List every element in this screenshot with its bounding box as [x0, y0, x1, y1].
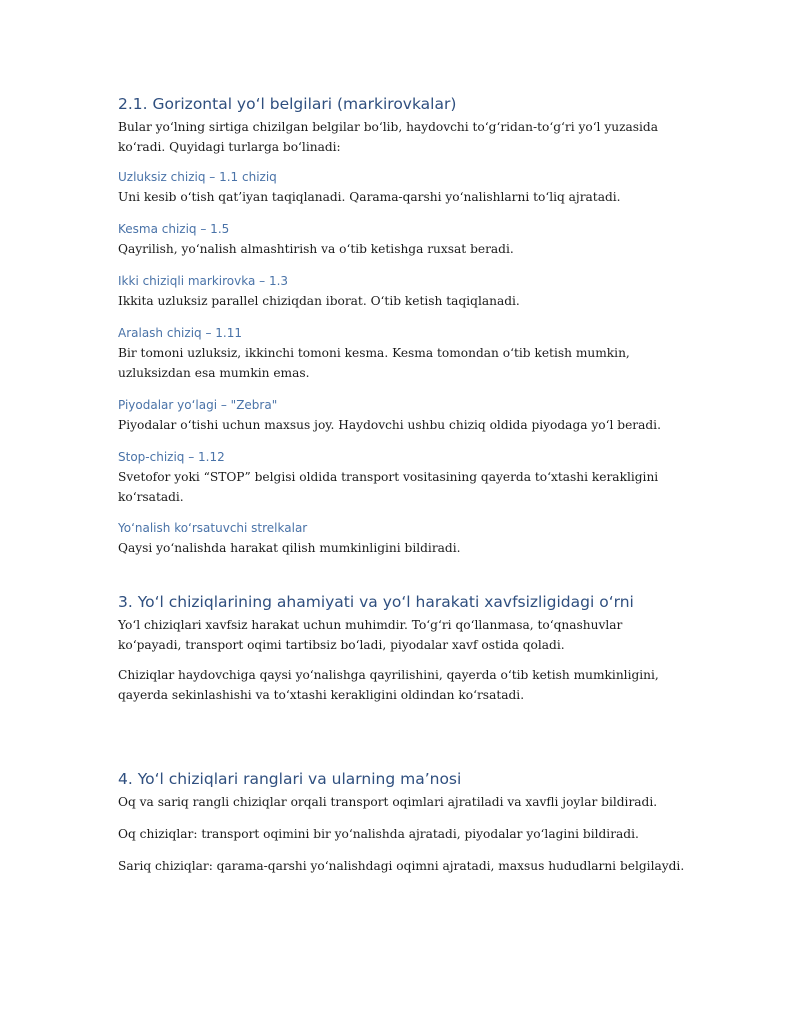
- item-heading: Uzluksiz chiziq – 1.1 chiziq: [118, 170, 277, 184]
- item-text: Qaysi yo‘nalishda harakat qilish mumkinligini bildiradi.: [118, 541, 461, 555]
- section-3-paragraph: Chiziqlar haydovchiga qaysi yo‘nalishga qayrilishini, qayerda o‘tib ketish mumkinligini, qayerda sekinlashishi va to‘xtashi kerakligini oldindan ko‘rsatadi.: [118, 668, 659, 702]
- section-3-heading: 3. Yo‘l chiziqlarining ahamiyati va yo‘l harakati xavfsizligidagi o‘rni: [118, 593, 634, 611]
- item-text: Piyodalar o‘tishi uchun maxsus joy. Haydovchi ushbu chiziq oldida piyodaga yo‘l beradi.: [118, 418, 661, 432]
- section-2-1-intro: Bular yo‘lning sirtiga chizilgan belgilar bo‘lib, haydovchi to‘g‘ridan-to‘g‘ri yo‘l yuzasida ko‘radi. Quyidagi turlarga bo‘linadi:: [118, 120, 658, 154]
- section-2-1-heading: 2.1. Gorizontal yo‘l belgilari (markirovkalar): [118, 95, 457, 113]
- item-text: Uni kesib o‘tish qat’iyan taqiqlanadi. Qarama-qarshi yo‘nalishlarni to‘liq ajratadi.: [118, 190, 621, 204]
- item-heading: Piyodalar yo‘lagi – "Zebra": [118, 398, 278, 412]
- section-4-paragraph: Oq va sariq rangli chiziqlar orqali transport oqimlari ajratiladi va xavfli joylar bildiradi.: [118, 795, 658, 809]
- item-heading: Yo‘nalish ko‘rsatuvchi strelkalar: [118, 521, 308, 535]
- item-text: Bir tomoni uzluksiz, ikkinchi tomoni kesma. Kesma tomondan o‘tib ketish mumkin, uzluksizdan esa mumkin emas.: [118, 346, 630, 380]
- section-4-heading: 4. Yo‘l chiziqlari ranglari va ularning ma’nosi: [118, 770, 462, 788]
- item-text: Qayrilish, yo‘nalish almashtirish va o‘tib ketishga ruxsat beradi.: [118, 242, 514, 256]
- item-text: Ikkita uzluksiz parallel chiziqdan iborat. O‘tib ketish taqiqlanadi.: [118, 294, 520, 308]
- section-4-paragraph: Oq chiziqlar: transport oqimini bir yo‘nalishda ajratadi, piyodalar yo‘lagini bildiradi.: [118, 827, 639, 841]
- item-heading: Kesma chiziq – 1.5: [118, 222, 230, 236]
- item-heading: Ikki chiziqli markirovka – 1.3: [118, 274, 289, 288]
- item-heading: Aralash chiziq – 1.11: [118, 326, 242, 340]
- section-4-paragraph: Sariq chiziqlar: qarama-qarshi yo‘nalishdagi oqimni ajratadi, maxsus hududlarni belgilaydi.: [118, 859, 685, 873]
- item-heading: Stop-chiziq – 1.12: [118, 450, 225, 464]
- section-3-paragraph: Yo‘l chiziqlari xavfsiz harakat uchun muhimdir. To‘g‘ri qo‘llanmasa, to‘qnashuvlar ko‘payadi, transport oqimi tartibsiz bo‘ladi, piyodalar xavf ostida qoladi.: [118, 618, 623, 652]
- item-text: Svetofor yoki “STOP” belgisi oldida transport vositasining qayerda to‘xtashi kerakligini ko‘rsatadi.: [118, 470, 659, 504]
